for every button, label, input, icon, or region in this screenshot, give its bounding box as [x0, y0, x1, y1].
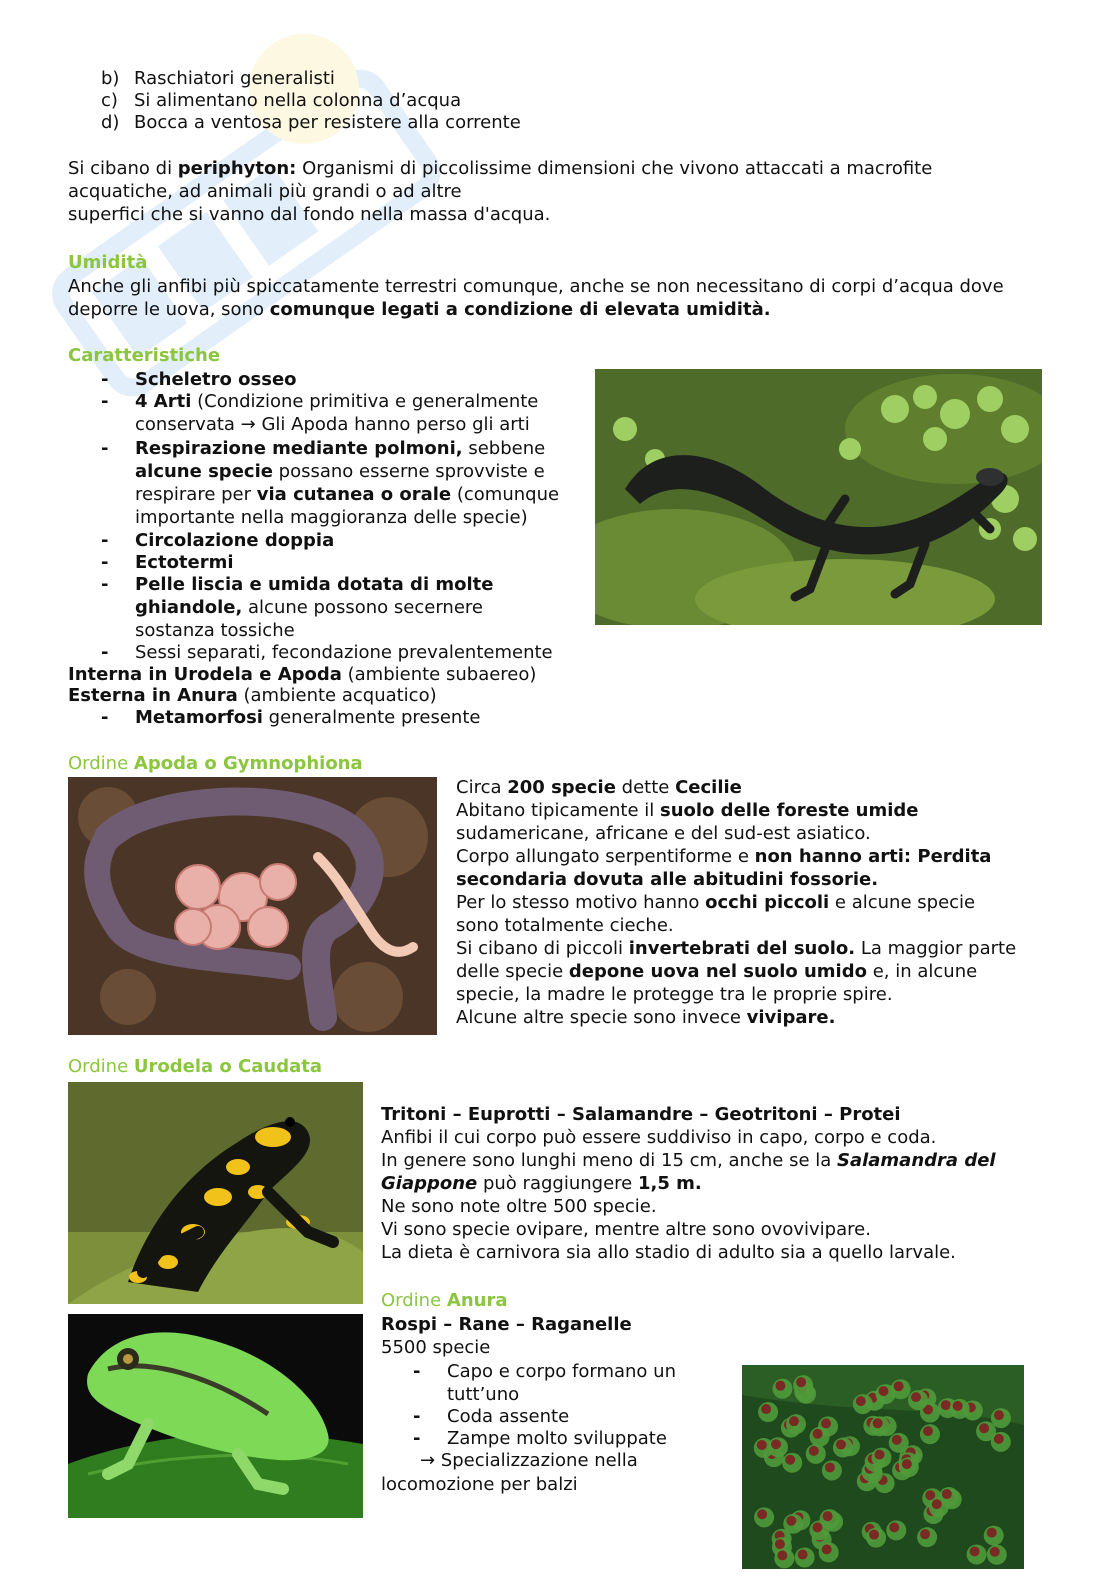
- text: specie, la madre le protegge tra le proprie spire.: [456, 984, 893, 1005]
- text: conservata → Gli Apoda hanno perso gli arti: [135, 414, 530, 435]
- text: Ordine: [68, 753, 134, 774]
- dash: -: [413, 1428, 421, 1449]
- text: Zampe molto sviluppate: [447, 1428, 667, 1449]
- text: sudamericane, africane e del sud-est asiatico.: [456, 823, 871, 844]
- text: Corpo allungato serpentiforme e: [456, 846, 755, 867]
- text: (ambiente subaereo): [341, 664, 537, 685]
- text: e alcune specie: [829, 892, 976, 913]
- dash: -: [101, 369, 109, 390]
- text: 4 Arti: [135, 391, 192, 412]
- text: superfici che si vanno dal fondo nella massa d'acqua.: [68, 204, 551, 225]
- periphyton-paragraph: [68, 157, 932, 226]
- dash: -: [101, 391, 109, 412]
- caratteristiche-heading: Caratteristiche: [68, 345, 221, 366]
- text: secondaria dovuta alle abitudini fossorie.: [456, 869, 879, 890]
- dash: -: [101, 707, 109, 728]
- text: La maggior parte: [855, 938, 1017, 959]
- anura-arrow-line: → Specializzazione nella: [420, 1450, 638, 1471]
- text: La dieta è carnivora sia allo stadio di adulto sia a quello larvale.: [381, 1242, 956, 1263]
- anura-last-line: locomozione per balzi: [381, 1474, 578, 1495]
- text: può raggiungere: [477, 1173, 638, 1194]
- text: 1,5 m.: [637, 1173, 702, 1194]
- text: sostanza tossiche: [135, 620, 295, 641]
- text: Scheletro osseo: [135, 369, 297, 390]
- text: sebbene: [462, 438, 546, 459]
- text: Ordine: [68, 1056, 134, 1077]
- dash: -: [413, 1406, 421, 1427]
- text: Metamorfosi: [135, 707, 263, 728]
- text: Circa: [456, 777, 508, 798]
- list-marker: b): [101, 68, 120, 89]
- text: invertebrati del suolo.: [628, 938, 856, 959]
- text: Organismi di piccolissime dimensioni che vivono attaccati a macrofite: [296, 158, 933, 179]
- frog-eggs-photo: [742, 1365, 1024, 1569]
- text: importante nella maggioranza delle specie): [135, 507, 528, 528]
- dash: -: [101, 642, 109, 663]
- text: Respirazione mediante polmoni,: [135, 438, 463, 459]
- text: deporre le uova, sono: [68, 299, 270, 320]
- list-text: Raschiatori generalisti: [134, 68, 335, 89]
- umidita-heading: Umidità: [68, 252, 148, 273]
- text: suolo delle foreste umide: [659, 800, 919, 821]
- term: periphyton:: [177, 158, 297, 179]
- urodela-text: [381, 1103, 996, 1264]
- urodela-heading: [68, 1055, 322, 1078]
- text: Capo e corpo formano un: [447, 1361, 676, 1382]
- text: Si cibano di piccoli: [456, 938, 629, 959]
- text: Abitano tipicamente il: [456, 800, 660, 821]
- text: In genere sono lunghi meno di 15 cm, anche se la: [381, 1150, 837, 1171]
- text: Alcune altre specie sono invece: [456, 1007, 747, 1028]
- text: occhi piccoli: [705, 892, 830, 913]
- fecondazione-interna: [68, 663, 536, 686]
- text: acquatiche, ad animali più grandi o ad altre: [68, 181, 462, 202]
- text: ghiandole,: [135, 597, 243, 618]
- fecondazione-esterna: [68, 684, 437, 707]
- text: Cecilie: [675, 777, 742, 798]
- text: Coda assente: [447, 1406, 570, 1427]
- text: via cutanea o orale: [256, 484, 452, 505]
- text: (Condizione primitiva e generalmente: [191, 391, 539, 412]
- text: Sessi separati, fecondazione prevalentemente: [135, 642, 553, 663]
- text: Pelle liscia e umida dotata di molte: [135, 574, 494, 595]
- text: Ne sono note oltre 500 specie.: [381, 1196, 657, 1217]
- text: (comunque: [451, 484, 560, 505]
- apoda-heading: [68, 752, 363, 775]
- text: Rospi – Rane – Raganelle: [381, 1314, 632, 1335]
- frog-photo: [68, 1314, 363, 1518]
- caecilian-photo: [68, 777, 437, 1035]
- list-marker: d): [101, 112, 120, 133]
- text: vivipare.: [746, 1007, 836, 1028]
- anura-species-count: 5500 specie: [381, 1337, 491, 1358]
- text: Apoda o Gymnophiona: [133, 753, 363, 774]
- text: delle specie: [456, 961, 569, 982]
- text: Tritoni – Euprotti – Salamandre – Geotritoni – Protei: [381, 1104, 901, 1125]
- dash: -: [101, 438, 109, 459]
- text: non hanno arti: Perdita: [754, 846, 992, 867]
- text: Anche gli anfibi più spiccatamente terrestri comunque, anche se non necessitano di corpi d’acqua dove: [68, 276, 1004, 297]
- text: Ectotermi: [135, 552, 234, 573]
- list-text: Bocca a ventosa per resistere alla corrente: [134, 112, 521, 133]
- list-item-c: [101, 89, 462, 112]
- text: Interna in Urodela e Apoda: [68, 664, 342, 685]
- text: comunque legati a condizione di elevata umidità.: [269, 299, 771, 320]
- salamander-photo: [595, 369, 1042, 625]
- text: Anura: [446, 1290, 508, 1311]
- dash: -: [101, 574, 109, 595]
- text: Esterna in Anura: [68, 685, 238, 706]
- text: Anfibi il cui corpo può essere suddiviso in capo, corpo e coda.: [381, 1127, 937, 1148]
- text: 200 specie: [507, 777, 616, 798]
- umidita-paragraph: [68, 275, 1004, 321]
- text: alcune specie: [135, 461, 273, 482]
- text: Circolazione doppia: [135, 530, 335, 551]
- text: Urodela o Caudata: [133, 1056, 323, 1077]
- anura-heading: [381, 1289, 507, 1312]
- text: Salamandra del: [837, 1150, 996, 1171]
- dash: -: [101, 530, 109, 551]
- list-marker: c): [101, 90, 118, 111]
- text: e, in alcune: [866, 961, 978, 982]
- text: Si cibano di: [68, 158, 178, 179]
- anura-subtitle: [381, 1313, 632, 1336]
- fire-salamander-photo: [68, 1082, 363, 1304]
- text: generalmente presente: [262, 707, 481, 728]
- text: Ordine: [381, 1290, 447, 1311]
- list-item-b: [101, 67, 335, 90]
- text: (ambiente acquatico): [237, 685, 437, 706]
- text: Per lo stesso motivo hanno: [456, 892, 706, 913]
- dash: -: [413, 1361, 421, 1382]
- dash: -: [101, 552, 109, 573]
- text: dette: [615, 777, 676, 798]
- text: sono totalmente cieche.: [456, 915, 674, 936]
- apoda-text: [456, 776, 1016, 1029]
- text: alcune possono secernere: [242, 597, 483, 618]
- text: respirare per: [135, 484, 257, 505]
- text: Giappone: [381, 1173, 478, 1194]
- text: tutt’uno: [447, 1384, 520, 1405]
- list-text: Si alimentano nella colonna d’acqua: [134, 90, 462, 111]
- list-item-d: [101, 111, 521, 134]
- text: possano esserne sprovviste e: [272, 461, 545, 482]
- text: depone uova nel suolo umido: [568, 961, 867, 982]
- text: Vi sono specie ovipare, mentre altre sono ovovivipare.: [381, 1219, 871, 1240]
